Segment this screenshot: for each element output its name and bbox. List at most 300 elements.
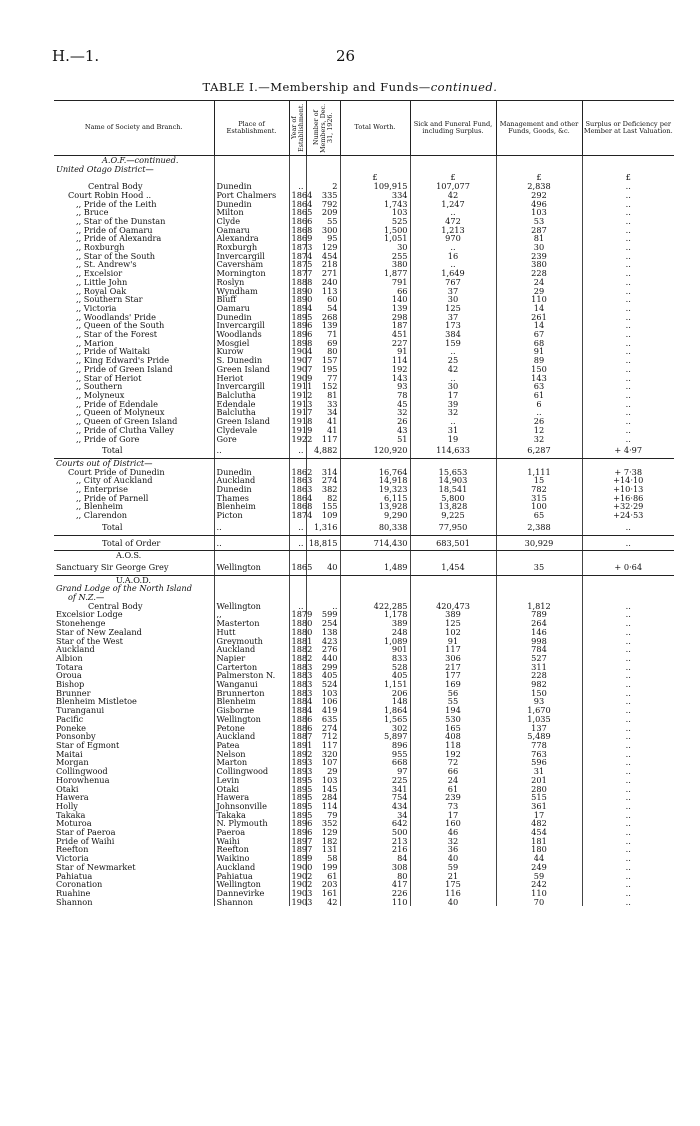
members-cell: 4,882	[306, 443, 340, 458]
header-row	[54, 101, 674, 156]
sick-fund-cell: 13,828	[410, 502, 496, 511]
place-cell: Oamaru	[214, 226, 289, 235]
place-cell: Petone	[214, 724, 289, 733]
society-name-text: Morgan	[56, 757, 89, 768]
year-cell: 1898	[289, 339, 306, 348]
surplus-cell: ..	[582, 637, 674, 646]
society-name-text: Bishop	[56, 679, 85, 690]
surplus-cell: ..	[582, 304, 674, 313]
sick-fund-cell: 683,501	[410, 535, 496, 551]
worth-cell: 26	[340, 417, 410, 426]
sick-fund-cell: 36	[410, 845, 496, 854]
members-cell: 109	[306, 511, 340, 520]
worth-cell: 6,115	[340, 494, 410, 503]
society-name-text: ,, Star of the Dunstan	[76, 215, 166, 226]
society-name-text: Ponsonby	[56, 731, 96, 742]
empty-cell	[582, 575, 674, 584]
members-cell: 40	[306, 560, 340, 575]
members-cell: 2	[306, 182, 340, 191]
sick-fund-cell: 125	[410, 619, 496, 628]
surplus-cell: ..	[582, 889, 674, 898]
surplus-cell: ..	[582, 671, 674, 680]
col-society: Name of Society and Branch.	[54, 101, 214, 156]
worth-cell: 334	[340, 191, 410, 200]
table-row	[54, 494, 674, 503]
empty-cell	[214, 551, 289, 560]
sick-fund-cell: 30	[410, 382, 496, 391]
table-row	[54, 863, 674, 872]
worth-cell: 93	[340, 382, 410, 391]
worth-cell: 405	[340, 671, 410, 680]
year-cell: 1912	[289, 391, 306, 400]
management-cell: 1,111	[496, 468, 582, 477]
members-cell: 81	[306, 391, 340, 400]
empty-cell	[496, 156, 582, 165]
table-row	[54, 619, 674, 628]
society-name-text: Horowhenua	[56, 774, 110, 785]
members-cell: 107	[306, 758, 340, 767]
table-row	[54, 610, 674, 619]
management-cell: 14	[496, 321, 582, 330]
members-cell: 209	[306, 208, 340, 217]
place-cell: Green Island	[214, 365, 289, 374]
year-cell: 1909	[289, 374, 306, 383]
management-cell: 67	[496, 330, 582, 339]
management-cell: 982	[496, 680, 582, 689]
total-row	[54, 520, 674, 535]
worth-cell: 434	[340, 802, 410, 811]
management-cell: 5,489	[496, 732, 582, 741]
year-cell: 1874	[289, 511, 306, 520]
place-cell: ..	[214, 443, 289, 458]
sick-fund-cell: 66	[410, 767, 496, 776]
society-name-text: ,, King Edward's Pride	[76, 355, 170, 366]
empty-cell	[340, 575, 410, 584]
place-cell: Takaka	[214, 811, 289, 820]
sick-fund-cell: 194	[410, 706, 496, 715]
table-row	[54, 260, 674, 269]
members-cell: 161	[306, 889, 340, 898]
worth-cell: 308	[340, 863, 410, 872]
year-cell: 1902	[289, 872, 306, 881]
table-row	[54, 872, 674, 881]
year-cell: 1890	[289, 295, 306, 304]
members-cell: 199	[306, 863, 340, 872]
sick-fund-cell: 56	[410, 689, 496, 698]
sick-fund-cell: 31	[410, 426, 496, 435]
management-cell: 482	[496, 819, 582, 828]
place-cell: Oamaru	[214, 304, 289, 313]
sick-fund-cell: 5,800	[410, 494, 496, 503]
place-cell: Balclutha	[214, 391, 289, 400]
year-cell: 1896	[289, 321, 306, 330]
management-cell: 17	[496, 811, 582, 820]
year-cell: 1903	[289, 889, 306, 898]
members-cell: 320	[306, 750, 340, 759]
worth-cell: 103	[340, 208, 410, 217]
surplus-cell: ..	[582, 802, 674, 811]
place-cell: Waikino	[214, 854, 289, 863]
members-cell: 129	[306, 243, 340, 252]
table-row	[54, 776, 674, 785]
place-cell: Hutt	[214, 628, 289, 637]
col-sick-fund: Sick and Funeral Fund, including Surplus.	[410, 101, 496, 156]
society-name-text: ,, Star of the Forest	[76, 329, 158, 340]
sick-fund-cell: 32	[410, 408, 496, 417]
members-cell: 314	[306, 468, 340, 477]
place-cell: Brunnerton	[214, 689, 289, 698]
society-name-text: Grand Lodge of the North Island	[56, 583, 192, 594]
society-name-text: Court Pride of Dunedin	[68, 466, 165, 477]
members-cell: 218	[306, 260, 340, 269]
worth-cell: 13,928	[340, 502, 410, 511]
table-row	[54, 200, 674, 209]
surplus-cell: ..	[582, 200, 674, 209]
society-name-text: Victoria	[56, 853, 89, 864]
sick-fund-cell: 39	[410, 400, 496, 409]
sick-fund-cell: 37	[410, 313, 496, 322]
society-name-text: Sanctuary Sir George Grey	[56, 561, 169, 572]
col-management: Management and other Funds, Goods, &c.	[496, 101, 582, 156]
management-cell: 65	[496, 511, 582, 520]
worth-cell: 110	[340, 898, 410, 907]
table-row	[54, 715, 674, 724]
surplus-cell: +14·10	[582, 476, 674, 485]
members-cell: 712	[306, 732, 340, 741]
year-cell: 1869	[289, 234, 306, 243]
society-name-text: Takaka	[56, 809, 86, 820]
worth-cell: 120,920	[340, 443, 410, 458]
place-cell: Green Island	[214, 417, 289, 426]
society-name-text: A.O.S.	[116, 550, 142, 561]
empty-cell	[306, 156, 340, 165]
sick-fund-cell: 73	[410, 802, 496, 811]
management-cell: 287	[496, 226, 582, 235]
management-cell: 24	[496, 278, 582, 287]
management-cell: 292	[496, 191, 582, 200]
sick-fund-cell: 17	[410, 391, 496, 400]
table-row	[54, 828, 674, 837]
surplus-cell: ..	[582, 793, 674, 802]
year-cell: ..	[289, 182, 306, 191]
members-cell: 423	[306, 637, 340, 646]
worth-cell: 206	[340, 689, 410, 698]
society-name-text: ,, Woodlands' Pride	[76, 311, 156, 322]
worth-cell: 78	[340, 391, 410, 400]
members-cell: 274	[306, 476, 340, 485]
table-row	[54, 802, 674, 811]
worth-cell: 143	[340, 374, 410, 383]
society-name-text: Court Robin Hood ..	[68, 189, 152, 200]
worth-cell: 1,089	[340, 637, 410, 646]
year-cell: 1895	[289, 776, 306, 785]
table-row	[54, 785, 674, 794]
members-cell: 58	[306, 854, 340, 863]
sick-fund-cell: 117	[410, 645, 496, 654]
surplus-cell: ..	[582, 339, 674, 348]
society-name-text: ,, Queen of Green Island	[76, 416, 178, 427]
year-cell: 1882	[289, 645, 306, 654]
year-cell: 1874	[289, 252, 306, 261]
sick-fund-cell: 46	[410, 828, 496, 837]
place-cell: Waihi	[214, 837, 289, 846]
worth-cell: 43	[340, 426, 410, 435]
year-cell: 1868	[289, 502, 306, 511]
management-cell: 100	[496, 502, 582, 511]
place-cell: Dannevirke	[214, 889, 289, 898]
members-cell: 195	[306, 365, 340, 374]
currency-symbol: £	[340, 173, 410, 182]
society-name-text: ,, Enterprise	[76, 484, 128, 495]
members-cell: 79	[306, 811, 340, 820]
sick-fund-cell: 14,903	[410, 476, 496, 485]
place-cell: Otaki	[214, 785, 289, 794]
year-cell: 1903	[289, 898, 306, 907]
worth-cell: 255	[340, 252, 410, 261]
management-cell: 12	[496, 426, 582, 435]
society-name	[54, 560, 214, 575]
management-cell: 782	[496, 485, 582, 494]
year-cell: 1864	[289, 494, 306, 503]
society-name-text: Moturoa	[56, 818, 92, 829]
worth-cell: 140	[340, 295, 410, 304]
surplus-cell: ..	[582, 374, 674, 383]
surplus-cell: ..	[582, 391, 674, 400]
management-cell: 242	[496, 880, 582, 889]
year-cell: 1904	[289, 347, 306, 356]
members-cell: 792	[306, 200, 340, 209]
members-cell: 454	[306, 252, 340, 261]
society-name-text: ,, St. Andrew's	[76, 259, 137, 270]
year-cell: 1883	[289, 671, 306, 680]
year-cell: 1863	[289, 485, 306, 494]
place-cell: Dunedin	[214, 313, 289, 322]
management-cell: 2,388	[496, 520, 582, 535]
place-cell: Woodlands	[214, 330, 289, 339]
society-name-text: ,, Pride of Edendale	[76, 398, 159, 409]
table-row	[54, 724, 674, 733]
society-name-text: ,, Southern Star	[76, 294, 143, 305]
table-row	[54, 854, 674, 863]
society-name-text: Excelsior Lodge	[56, 609, 123, 620]
total-row	[54, 560, 674, 575]
surplus-cell: +32·29	[582, 502, 674, 511]
sick-fund-cell: 15,653	[410, 468, 496, 477]
sick-fund-cell: 159	[410, 339, 496, 348]
surplus-cell: ..	[582, 400, 674, 409]
place-cell: N. Plymouth	[214, 819, 289, 828]
management-cell: 89	[496, 356, 582, 365]
worth-cell: 642	[340, 819, 410, 828]
management-cell: 778	[496, 741, 582, 750]
members-cell: 33	[306, 400, 340, 409]
empty-cell	[582, 551, 674, 560]
year-cell: 1888	[289, 278, 306, 287]
place-cell: Wyndham	[214, 287, 289, 296]
place-cell: Wellington	[214, 715, 289, 724]
year-cell: 1879	[289, 610, 306, 619]
table-row	[54, 837, 674, 846]
worth-cell: 901	[340, 645, 410, 654]
management-cell: 59	[496, 872, 582, 881]
surplus-cell: ..	[582, 837, 674, 846]
society-name-text: Total of Order	[102, 537, 161, 548]
year-cell: 1875	[289, 260, 306, 269]
worth-cell: 1,489	[340, 560, 410, 575]
surplus-cell: ..	[582, 750, 674, 759]
year-cell: 1902	[289, 880, 306, 889]
management-cell: 181	[496, 837, 582, 846]
management-cell: 68	[496, 339, 582, 348]
sick-fund-cell: 389	[410, 610, 496, 619]
worth-cell: 109,915	[340, 182, 410, 191]
sick-fund-cell: 40	[410, 854, 496, 863]
management-cell: 261	[496, 313, 582, 322]
worth-cell: 528	[340, 663, 410, 672]
worth-cell: 422,285	[340, 602, 410, 611]
sick-fund-cell: ..	[410, 347, 496, 356]
surplus-cell: ..	[582, 663, 674, 672]
members-cell: 61	[306, 872, 340, 881]
members-cell: 145	[306, 785, 340, 794]
year-cell: ..	[289, 602, 306, 611]
sick-fund-cell: 160	[410, 819, 496, 828]
place-cell: Johnsonville	[214, 802, 289, 811]
society-name-text: of N.Z.—	[68, 592, 105, 603]
worth-cell: 32	[340, 408, 410, 417]
members-cell: 440	[306, 654, 340, 663]
worth-cell: 389	[340, 619, 410, 628]
society-name-text: ,, Pride of Waitaki	[76, 346, 151, 357]
year-cell: 1883	[289, 663, 306, 672]
members-cell: 29	[306, 767, 340, 776]
worth-cell: 341	[340, 785, 410, 794]
surplus-cell: + 4·97	[582, 443, 674, 458]
table-row	[54, 697, 674, 706]
place-cell: Auckland	[214, 476, 289, 485]
surplus-cell: ..	[582, 535, 674, 551]
society-name-text: Courts out of District—	[56, 457, 153, 468]
place-cell: Patea	[214, 741, 289, 750]
place-cell: Mosgiel	[214, 339, 289, 348]
table-row	[54, 278, 674, 287]
members-cell: 268	[306, 313, 340, 322]
place-cell: Dunedin	[214, 468, 289, 477]
empty-cell	[289, 551, 306, 560]
surplus-cell: ..	[582, 776, 674, 785]
society-name-text: Collingwood	[56, 766, 108, 777]
surplus-cell: ..	[582, 182, 674, 191]
sick-fund-cell: 306	[410, 654, 496, 663]
members-cell: 18,815	[306, 535, 340, 551]
empty-cell	[410, 551, 496, 560]
society-name-text: ,, Pride of Oamaru	[76, 224, 153, 235]
members-cell: 95	[306, 234, 340, 243]
sick-fund-cell: 37	[410, 287, 496, 296]
worth-cell: 213	[340, 837, 410, 846]
place-cell: Dunedin	[214, 200, 289, 209]
sick-fund-cell: 217	[410, 663, 496, 672]
table-row	[54, 502, 674, 511]
place-cell: Marton	[214, 758, 289, 767]
year-cell: 1880	[289, 619, 306, 628]
place-cell: Paeroa	[214, 828, 289, 837]
management-cell: 2,838	[496, 182, 582, 191]
sick-fund-cell: 102	[410, 628, 496, 637]
members-cell: 182	[306, 837, 340, 846]
management-cell: 6,287	[496, 443, 582, 458]
empty-cell	[214, 165, 289, 174]
year-cell: 1884	[289, 697, 306, 706]
surplus-cell: ..	[582, 382, 674, 391]
year-cell: 1893	[289, 767, 306, 776]
members-cell: ..	[306, 602, 340, 611]
management-cell: 496	[496, 200, 582, 209]
surplus-cell: ..	[582, 872, 674, 881]
page-number: 26	[336, 47, 356, 65]
worth-cell: 66	[340, 287, 410, 296]
sick-fund-cell: 32	[410, 837, 496, 846]
year-cell: 1897	[289, 845, 306, 854]
members-cell: 599	[306, 610, 340, 619]
table-title-main: TABLE I.—Membership and Funds—	[202, 80, 431, 94]
year-cell: 1887	[289, 732, 306, 741]
surplus-cell: ..	[582, 741, 674, 750]
surplus-cell: ..	[582, 243, 674, 252]
year-cell: 1884	[289, 706, 306, 715]
society-name-text: U.A.O.D.	[116, 574, 151, 585]
surplus-cell: ..	[582, 269, 674, 278]
management-cell: 527	[496, 654, 582, 663]
place-cell: Palmerston N.	[214, 671, 289, 680]
society-name-text: Pahiatua	[56, 870, 93, 881]
sick-fund-cell: 25	[410, 356, 496, 365]
place-cell: Pahiatua	[214, 872, 289, 881]
sick-fund-cell: 42	[410, 191, 496, 200]
management-cell: 110	[496, 295, 582, 304]
year-cell: 1891	[289, 741, 306, 750]
worth-cell: 14,918	[340, 476, 410, 485]
sick-fund-cell: 77,950	[410, 520, 496, 535]
surplus-cell: ..	[582, 191, 674, 200]
table-row	[54, 689, 674, 698]
place-cell: Gore	[214, 435, 289, 444]
table-row	[54, 767, 674, 776]
society-name-text: Otaki	[56, 783, 79, 794]
year-cell: 1865	[289, 560, 306, 575]
year-cell: 1896	[289, 819, 306, 828]
management-cell: 311	[496, 663, 582, 672]
worth-cell: 754	[340, 793, 410, 802]
surplus-cell: ..	[582, 426, 674, 435]
place-cell: Mornington	[214, 269, 289, 278]
management-cell: 998	[496, 637, 582, 646]
members-cell: 419	[306, 706, 340, 715]
empty-cell	[306, 551, 340, 560]
society-name-text: ,, Pride of the Leith	[76, 198, 157, 209]
society-name-text: Star of Newmarket	[56, 861, 136, 872]
members-cell: 382	[306, 485, 340, 494]
place-cell: Dunedin	[214, 182, 289, 191]
table-row	[54, 252, 674, 261]
sick-fund-cell: 55	[410, 697, 496, 706]
table-row	[54, 628, 674, 637]
year-cell: 1896	[289, 330, 306, 339]
worth-cell: 298	[340, 313, 410, 322]
members-cell: 157	[306, 356, 340, 365]
members-cell: 42	[306, 898, 340, 907]
society-name-text: Total	[102, 521, 123, 532]
